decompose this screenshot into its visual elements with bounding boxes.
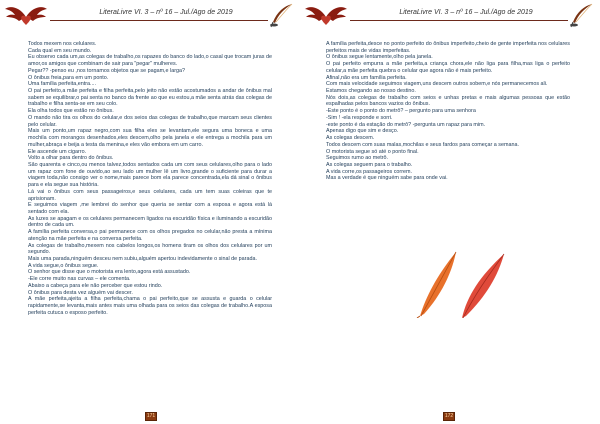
text-line: Mais uma parada,ninguém desceu nem subiu,alguém apertou indevidamente o sinal de parada. bbox=[28, 256, 257, 262]
text-line: Ele ascende um cigarro. bbox=[28, 148, 87, 155]
winged-heart-logo bbox=[4, 3, 48, 27]
text-line: Ela olha todos que estão no ônibus. bbox=[28, 108, 114, 115]
text-line: A família perfeita,desce no ponto perfeito do ônibus imperfeito,cheio de gente imperfeita nos celulares perfeitos mais de vidas imperfeitas. bbox=[326, 41, 570, 54]
text-line: As luzes se apagam e os celulares permanecem ligados na escuridão física e iluminando a escuridão dentro de cada um. bbox=[28, 215, 272, 229]
text-line: O pai perfeito,a mãe perfeita e filha perfeita,pelo jeito não estão acostumados a andar de ônibus mal sabem se equilibrar,o pai senta no banco da frente ao que eu estou,a mãe senta atrás das colegas de trabalho e filha senta-se em seu colo. bbox=[28, 88, 272, 108]
text-line: Seguimos rumo ao metrô. bbox=[326, 155, 389, 162]
text-line: O mando não tira os olhos do celular,e dos seios das colegas de trabalho,que marcam seus clientes pelo celular. bbox=[28, 114, 272, 128]
story-text-right bbox=[326, 41, 570, 182]
text-line: Nós dois,as colegas de trabalho com seios e unhas pretas e mais algumas pessoas que estão espalhadas pelos bancos vazios do ônibus. bbox=[326, 94, 570, 108]
text-line: Eu observo cada um,as colegas de trabalho,os rapazes do banco do lado,o casal que trocam juras de amor,os amigos que combinam de sair para "pegar" mulheres. bbox=[28, 54, 272, 68]
text-line: Uma família perfeita,entra.... bbox=[28, 81, 97, 88]
text-line: As colegas seguem para o trabalho. bbox=[326, 161, 413, 168]
text-line: -este ponto é da estação do metrô? -pergunta um rapaz para mim. bbox=[326, 121, 486, 128]
text-line: Cada qual em seu mundo. bbox=[28, 47, 92, 54]
text-line: A vida corre,os passageiros correm. bbox=[326, 168, 412, 175]
text-line: As colegas de trabalho,mexem nos cabelos longos,os homens tiram os olhos dos celulares por um segundo. bbox=[28, 242, 272, 256]
text-line: Com mais velocidade seguimos viagem,uns descem outros sobem,e nós permanecemos ali. bbox=[326, 81, 548, 88]
header-rule bbox=[350, 20, 568, 21]
text-line: Afinal,não era um família perfeita. bbox=[326, 74, 407, 81]
text-line: -Ele corre muito nas curvas – ele comenta. bbox=[28, 276, 131, 283]
text-line: Mas a verdade é que ninguém sabe para onde vai. bbox=[326, 175, 448, 182]
text-line: Volto a olhar para dentro do ônibus. bbox=[28, 155, 114, 162]
text-line: E seguimos viagem ,me lembrei do senhor que queria se sentar com a esposa e agora está lá sentado com ela. bbox=[28, 202, 272, 215]
text-line: Todos mexem nos celulares. bbox=[28, 41, 97, 47]
page-number: 172 bbox=[444, 413, 454, 419]
story-text-left bbox=[28, 41, 272, 316]
issue-header: LiteraLivre VI. 3 – nº 16 – Jul./Ago de 2019 bbox=[99, 9, 233, 16]
text-line: As colegas descem. bbox=[326, 135, 375, 142]
quill-icon bbox=[268, 2, 294, 28]
red-feather-icon bbox=[462, 254, 504, 318]
text-line: O ônibus freia,para em um ponto. bbox=[28, 74, 109, 81]
text-line: O ônibus para desta vez alguém vai descer. bbox=[28, 289, 133, 296]
text-line: Pegar?? -penso eu ,nos tornamos objetos que se pagam,e larga? bbox=[28, 67, 186, 74]
page-number: 171 bbox=[146, 413, 156, 419]
text-line: Abaixo a cabeça para ele não perceber que estou rindo. bbox=[28, 282, 163, 289]
text-line: A vida segue,o ônibus segue. bbox=[28, 262, 99, 269]
text-line: Lá vai o ônibus com seus passageiros,e seus celulares, cada um tem suas coleiras que te aprisionam. bbox=[28, 188, 272, 202]
winged-heart-logo bbox=[304, 3, 348, 27]
quill-icon bbox=[568, 2, 594, 28]
text-line: Todos descem com suas malas,mochilas e seus fardos para começar a semana. bbox=[326, 141, 519, 148]
feathers-illustration bbox=[412, 238, 512, 318]
text-line: A família perfeita conversa,o pai permanece com os olhos pregados no celular,não presta a mínima atenção na mãe perfeita e na conversa perfeita. bbox=[28, 229, 272, 242]
issue-header: LiteraLivre VI. 3 – nº 16 – Jul./Ago de 2019 bbox=[399, 9, 533, 16]
text-line: A mãe perfeita,ajeita a filha perfeita,chama o pai perfeito,que se assusta e guarda o celular rapidamente,se levanta,mais antes mais uma olhada para os seios das colegas de trabalho.A esposa perfeita cutuca o esposo perfeito. bbox=[28, 296, 272, 316]
text-line: O pai perfeito empurra a mãe perfeita,a criança chora,ele não liga para filha,mas liga o perfeito celular,a mãe perfeita quebra o celular que agora não é mais perfeito. bbox=[326, 61, 570, 74]
text-line: O motorista segue só até o ponto final. bbox=[326, 148, 419, 155]
text-line: Apenas digo que sim e desço. bbox=[326, 128, 399, 135]
text-line: -Sim ! -ela responde e sorri. bbox=[326, 114, 393, 121]
right-page bbox=[300, 0, 600, 424]
header-rule bbox=[50, 20, 268, 21]
text-line: O senhor que disse que o motorista era lento,agora está assustado. bbox=[28, 269, 191, 276]
text-line: São quarenta e cinco,ou menos talvez,todos sentados cada um com seus celulares,olho para o lado um rapaz com fone de ouvido,ao seu lado um mulher lê um livro,grande o suficiente para durar a viagem toda,não consigo ver o nome,mais parece bom ela parece concentrada,ela dá sinal o ônibus para e ela segue sua história. bbox=[28, 161, 272, 189]
orange-feather-icon bbox=[417, 252, 456, 318]
text-line: Mais um ponto,um rapaz negro,com sua filha eles se levantam,ele segura uma boneca e uma mochila com morangos desenhados,eles descem,olho pela janela e ele entrega a mochila para um mulher,abraça e beija a testa da menina,e eles vão embora em um carro. bbox=[28, 128, 272, 148]
text-line: O ônibus segue lentamente,olho pela janela. bbox=[326, 54, 433, 61]
text-line: Estamos chegando ao nosso destino. bbox=[326, 88, 416, 95]
text-line: -Este ponto é o ponto do metrô? – pergunto para uma senhora bbox=[326, 108, 476, 115]
